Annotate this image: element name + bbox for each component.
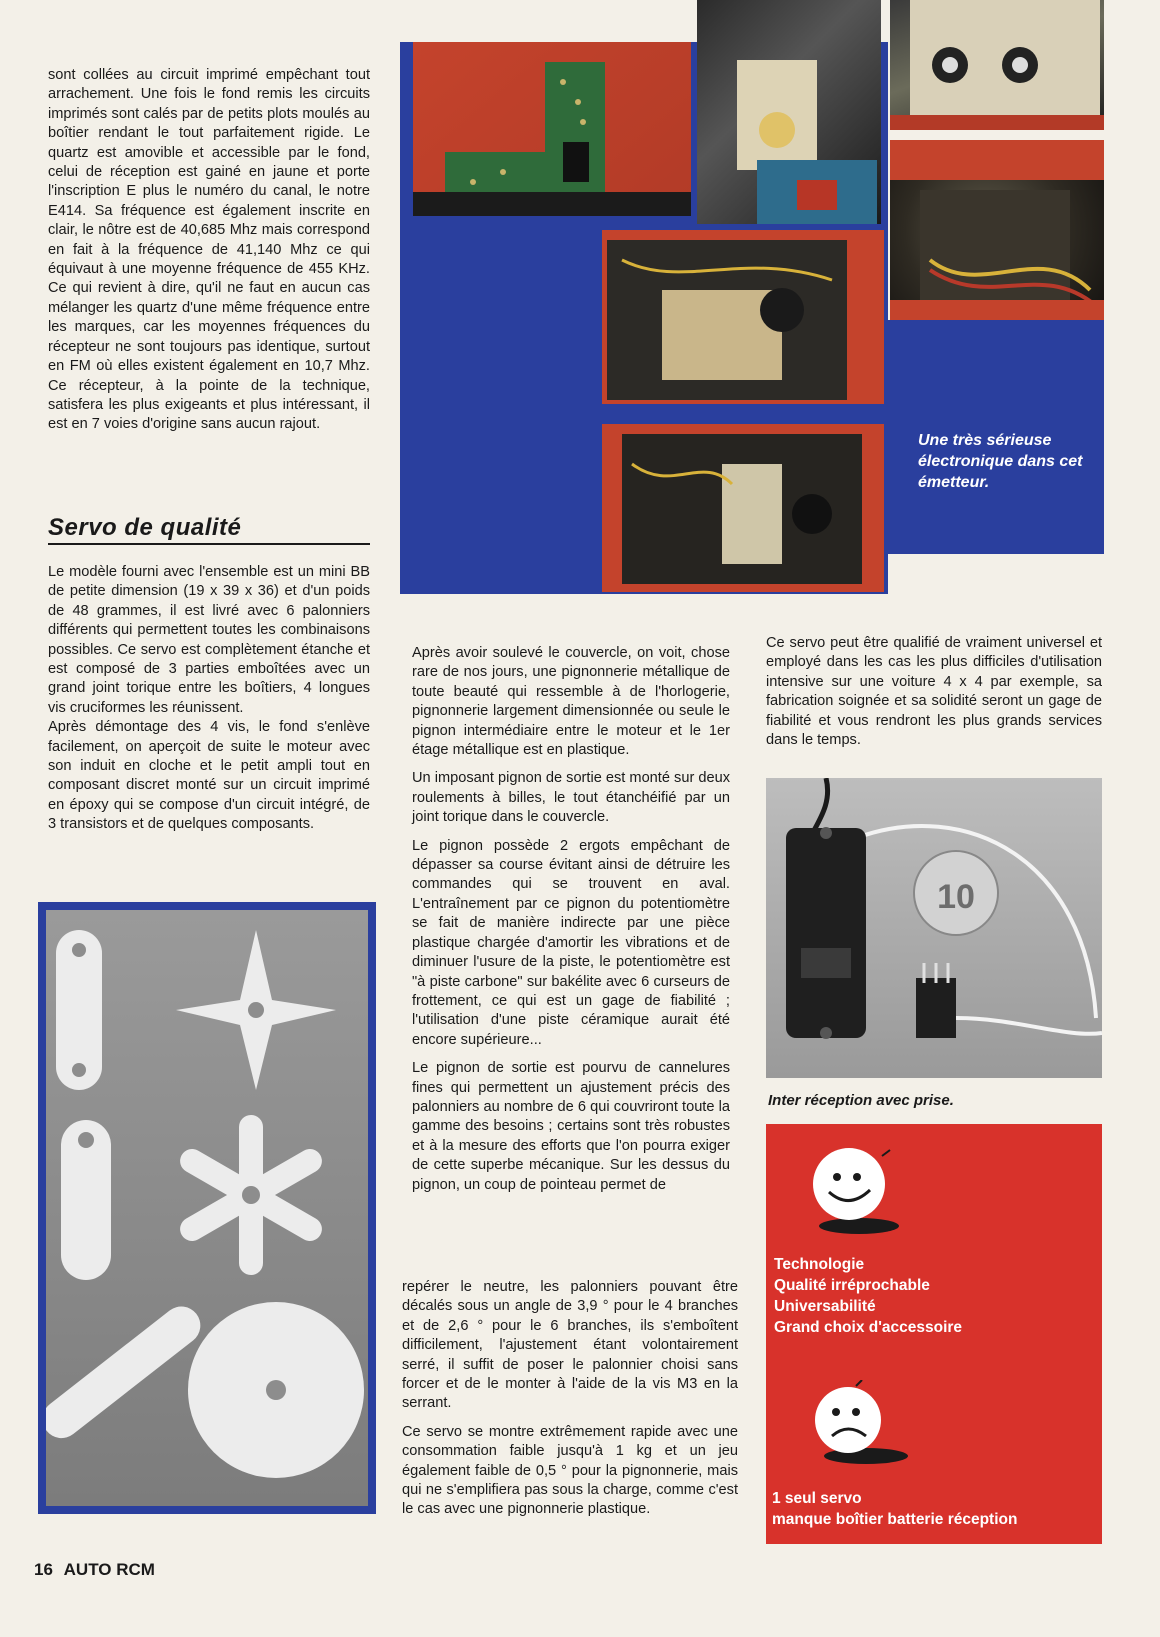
photo-transmitter-board: [890, 0, 1104, 130]
caption-emitter: Une très sérieuse électronique dans cet émetteur.: [918, 432, 1083, 491]
happy-face-icon: [804, 1144, 924, 1244]
paragraph: Le pignon de sortie est pourvu de cannelures fines qui permettent un ajustement précis des palonniers au nombre de 6 qui couvriront toute la gamme des besoins ; certains sont très robustes et à la mesure des efforts que l'on pourra exiger de cette superbe mécanique. Sur les dessus du pignon, un coup de pointeau permet de: [412, 1060, 730, 1193]
caption-switch: Inter réception avec prise.: [768, 1092, 954, 1109]
con-item: 1 seul servo: [772, 1490, 862, 1507]
verdict-pros: [774, 1254, 962, 1338]
column-3-text: [766, 634, 1102, 750]
paragraph: Le modèle fourni avec l'ensemble est un mini BB de petite dimension (19 x 39 x 36) et d'un poids de 48 grammes, il est livré avec 6 palonniers différents qui permettent toutes les combinaisons possibles. Ce servo est complètement étanche et est composé de 3 parties emboîtées avec un grand joint torique entre les boîtiers, 4 longues vis cruciformes les réunissent.: [48, 564, 370, 716]
paragraph: Après avoir soulevé le couvercle, on voit, chose rare de nos jours, une pignonnerie métallique de toute beauté qui ressemble à de l'horlogerie, pignonnerie largement dimensionnée ou seule le pignon intermédiaire entre le moteur et le 1er étage métallique est en plastique.: [412, 645, 730, 759]
page-footer: [34, 1560, 155, 1580]
column-1-servo-text: [48, 563, 370, 835]
magazine-name: AUTO RCM: [63, 1560, 155, 1579]
pro-item: Technologie: [774, 1256, 865, 1273]
photo-transmitter-inside-top: [697, 0, 881, 224]
photo-transmitter-wiring: [890, 140, 1104, 320]
con-item: manque boîtier batterie réception: [772, 1511, 1018, 1528]
photo-receiver-pcb: [413, 42, 691, 216]
paragraph: sont collées au circuit imprimé empêchant tout arrachement. Une fois le fond remis les circuits imprimés sont calés par de petits plots moulés au boîtier rendant le tout parfaitement rigide. Le quartz est amovible et accessible par le fond, celui de réception est gainé en jaune et porte l'inscription E plus le numéro du canal, le notre E414. Sa fréquence est également inscrite en clair, le nôtre est de 40,685 Mhz mais correspond en fait à la fréquence de 41,140 Mhz ce qui équivaut à une moyenne fréquence de 455 KHz. Ce qui revient à dire, qu'il ne faut en aucun cas mélanger les quartz d'une même fréquence entre les marques, car les moyennes fréquences du récepteur ne sont toujours pas identique, surtout en FM où elles existent également en 10,7 Mhz. Ce récepteur, à la pointe de la technique, satisfera les plus exigeants et plus intéressant, il est en 7 voies d'origine sans aucun rajout.: [48, 67, 370, 433]
sad-face-icon: [806, 1380, 926, 1480]
heading-underline: [48, 543, 370, 545]
photo-receiver-switch: [766, 778, 1102, 1078]
paragraph: repérer le neutre, les palonniers pouvant être décalés sous un angle de 3,9 ° pour le 4 branches et de 2,6 ° pour le 6 branches, ils s'emboîtent difficilement, l'ajustement étant volontairement serré, il suffit de poser le palonnier choisi sans forcer et de le monter à l'aide de la vis M3 en la serrant.: [402, 1279, 738, 1412]
photo-servo-horns: [46, 910, 368, 1506]
paragraph: Après démontage des 4 vis, le fond s'enlève facilement, on aperçoit de suite le moteur avec son induit en cloche et le petit ampli tout en composant discret monté sur un circuit imprimé en époxy qui se compose d'un circuit intégré, de 3 transistors et de quelques composants.: [48, 719, 370, 833]
column-1-top-text: [48, 66, 370, 435]
photo-transmitter-complete: [602, 424, 884, 592]
paragraph: Ce servo se montre extrêmement rapide avec une consommation faible jusqu'à 1 kg et un jeu également faible de 0,5 ° pour la pignonnerie, mais qui ne s'emplifiera pas sous la charge, comme c'est le cas avec une pignonnerie plastique.: [402, 1423, 738, 1518]
photo-transmitter-open-case: [602, 230, 884, 404]
paragraph: Ce servo peut être qualifié de vraiment universel et employé dans les cas les plus difficiles d'utilisation intensive sur une voiture 4 x 4 par exemple, sa fabrication soignée et sa solidité seront un gage de fiabilité et vous rendront les plus grands services dans le temps.: [766, 635, 1102, 749]
pro-item: Qualité irréprochable: [774, 1277, 930, 1294]
verdict-box: [766, 1124, 1102, 1544]
pro-item: Grand choix d'accessoire: [774, 1319, 963, 1336]
coin-label: 10: [937, 878, 975, 916]
pro-item: Universabilité: [774, 1298, 876, 1315]
column-2-text: [412, 644, 730, 1195]
verdict-cons: [772, 1488, 1017, 1530]
paragraph: Un imposant pignon de sortie est monté sur deux roulements à billes, le tout étanchéifié par un joint torique dans le couvercle.: [412, 770, 730, 826]
column-2-lower-text: [402, 1278, 738, 1520]
paragraph: Le pignon possède 2 ergots empêchant de dépasser sa course évitant ainsi de détruire les commandes qui se trouvent en aval. L'entraînement par ce pignon du potentiomètre se fait de manière indirecte par une pièce plastique chargée d'amortir les vibrations et de diminuer l'usure de la piste, le potentiomètre est "à piste carbone" sur bakélite avec 6 curseurs de frottement, ce qui est un gage de fiabilité ; l'utilisation d'une piste céramique aurait été encore supérieure...: [412, 837, 730, 1048]
section-heading: Servo de qualité: [48, 514, 242, 541]
page-number: 16: [34, 1560, 53, 1579]
